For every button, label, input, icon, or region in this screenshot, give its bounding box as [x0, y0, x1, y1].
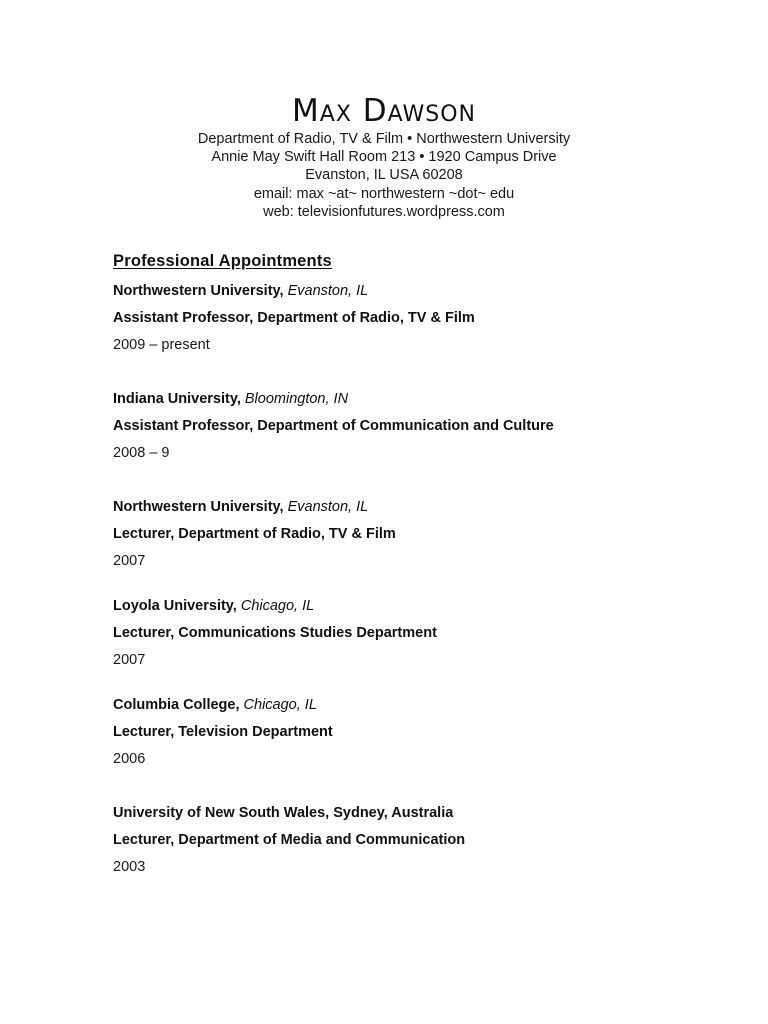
institution: Northwestern University, [113, 283, 284, 299]
role: Lecturer, Department of Radio, TV & Film [113, 526, 396, 542]
dates: 2009 – present [113, 337, 210, 353]
section-title: Professional Appointments [113, 252, 332, 270]
location: Bloomington, IN [244, 391, 349, 407]
appointment-entry [113, 278, 713, 359]
dates: 2006 [113, 751, 146, 767]
dates: 2007 [113, 553, 146, 569]
dates: 2003 [113, 859, 146, 875]
institution: Indiana University, [113, 391, 241, 407]
role: Lecturer, Communications Studies Department [113, 625, 437, 641]
role: Assistant Professor, Department of Communication and Culture [113, 418, 554, 434]
appointment-entry [113, 692, 713, 773]
address-line: Annie May Swift Hall Room 213 • 1920 Campus Drive [211, 149, 557, 166]
institution: University of New South Wales, Sydney, Australia [113, 805, 454, 821]
institution: Loyola University, [113, 598, 237, 614]
role: Assistant Professor, Department of Radio, TV & Film [113, 310, 475, 326]
dates: 2007 [113, 652, 146, 668]
email-line: email: max ~at~ northwestern ~dot~ edu [253, 185, 515, 202]
person-name: Max Dawson [292, 93, 476, 129]
dates: 2008 – 9 [113, 445, 170, 461]
department-line: Department of Radio, TV & Film • Northwestern University [197, 131, 571, 147]
appointment-entry [113, 386, 713, 467]
location: Evanston, IL [287, 283, 369, 299]
appointment-entry [113, 494, 713, 575]
city-line: Evanston, IL USA 60208 [305, 167, 463, 184]
cv-header [0, 92, 768, 221]
appointment-entry [113, 800, 713, 881]
role: Lecturer, Television Department [113, 724, 333, 740]
location: Chicago, IL [243, 697, 317, 713]
location: Chicago, IL [240, 598, 315, 614]
location: Evanston, IL [287, 499, 369, 515]
appointment-entry [113, 593, 713, 674]
role: Lecturer, Department of Media and Communication [113, 832, 466, 848]
institution: Northwestern University, [113, 499, 284, 515]
website-line: web: televisionfutures.wordpress.com [263, 203, 505, 220]
institution: Columbia College, [113, 697, 240, 713]
